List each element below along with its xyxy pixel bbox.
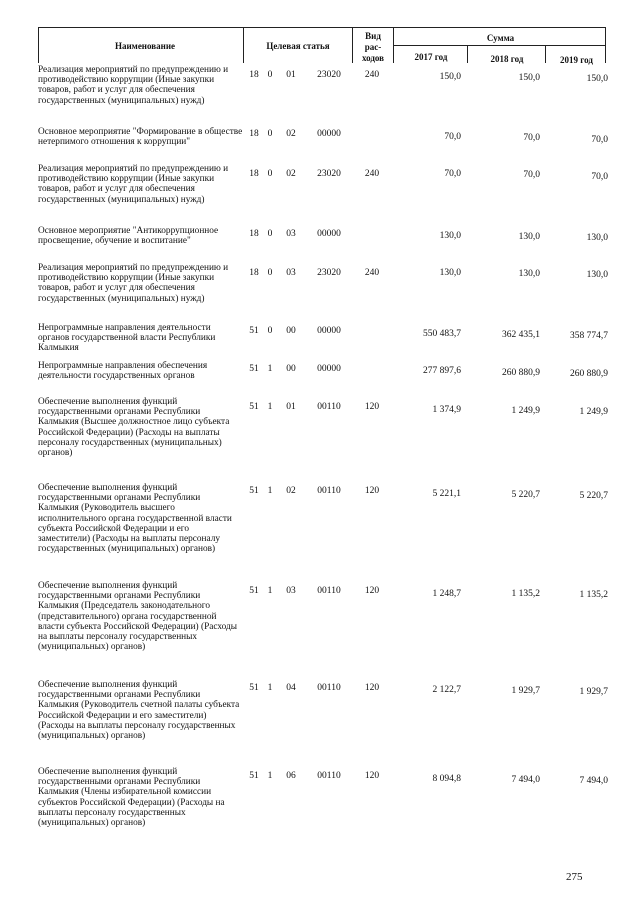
header-type-3: ходов [361,53,385,63]
row-name: Основное мероприятие "Формирование в обществе нетерпимого отношения к коррупции" [38,127,243,148]
row-code-direction: 00000 [317,364,341,374]
row-code-program: 18 [249,129,259,139]
row-expense-type: 120 [364,683,380,693]
row-name: Непрограммные направления деятельности органов государственной власти Республики Калмыкия [38,323,216,354]
row-sum-2018: 260 880,9 [502,368,540,378]
row-code-program: 18 [249,70,259,80]
row-code-sub: 1 [267,402,273,412]
row-code-program: 51 [249,486,259,496]
row-sum-2019: 130,0 [586,233,608,243]
row-name: Реализация мероприятий по предупреждению и противодействию коррупции (Иные закупки товаров, работ и услуг для обеспечения государственных (муниципальных) нужд) [38,65,229,106]
row-sum-2018: 362 435,1 [502,330,540,340]
row-sum-2017: 70,0 [444,169,461,179]
row-sum-2017: 150,0 [439,72,461,82]
row-code-program: 51 [249,364,259,374]
row-sum-2018: 70,0 [523,133,540,143]
row-code-event: 02 [286,129,296,139]
row-sum-2019: 1 249,9 [579,407,608,417]
row-code-event: 04 [286,683,296,693]
row-sum-2017: 1 248,7 [432,589,461,599]
header-target: Целевая статья [266,41,330,51]
header-2019: 2019 год [560,55,593,65]
page-number: 275 [566,871,583,883]
header-type-1: Вид [365,31,381,41]
row-name: Обеспечение выполнения функций государственными органами Республики Калмыкия (Высшее должностное лицо субъекта Российской Федерации) (Расходы на выплаты персоналу государственных (муниципальных) органов) [38,397,230,459]
row-code-event: 03 [286,268,296,278]
row-code-event: 00 [286,364,296,374]
row-code-program: 51 [249,402,259,412]
row-sum-2019: 70,0 [591,135,608,145]
row-expense-type: 120 [364,402,380,412]
row-code-direction: 00110 [317,586,341,596]
row-code-program: 18 [249,169,259,179]
row-sum-2017: 130,0 [439,231,461,241]
row-code-direction: 00110 [317,683,341,693]
header-name: Наименование [115,41,175,51]
row-code-event: 02 [286,169,296,179]
row-expense-type: 120 [364,486,380,496]
header-divider [545,45,546,63]
row-sum-2019: 150,0 [586,74,608,84]
row-name: Обеспечение выполнения функций государственными органами Республики Калмыкия (Руководитель высшего исполнительного органа государственной власти субъекта Российской Федерации и его заместители) (Расходы на выплаты персоналу государственных (муниципальных) органов) [38,483,232,555]
row-code-sub: 0 [267,129,273,139]
header-2018: 2018 год [490,54,524,64]
row-code-sub: 1 [267,364,273,374]
row-code-direction: 00110 [317,771,341,781]
row-code-event: 06 [286,771,296,781]
row-sum-2018: 130,0 [518,269,540,279]
row-name: Обеспечение выполнения функций государственными органами Республики Калмыкия (Члены избирательной комиссии субъектов Российской Федерации) (Расходы на выплаты персоналу государственных (муниципальных) органов) [38,767,225,829]
row-sum-2017: 1 374,9 [432,405,461,415]
row-code-event: 02 [286,486,296,496]
row-sum-2018: 70,0 [523,170,540,180]
row-code-sub: 0 [267,229,273,239]
row-code-program: 51 [249,683,259,693]
row-code-event: 00 [286,326,296,336]
row-code-sub: 0 [267,326,273,336]
row-sum-2018: 1 135,2 [511,589,540,599]
row-sum-2019: 1 135,2 [579,590,608,600]
header-divider [243,27,244,63]
row-sum-2018: 7 494,0 [511,775,540,785]
row-name: Обеспечение выполнения функций государственными органами Республики Калмыкия (Руководитель счетной палаты субъекта Российской Федерации и его заместители) (Расходы на выплаты персоналу государственных (муниципальных) органов) [38,680,240,742]
row-sum-2018: 5 220,7 [511,490,540,500]
row-sum-2017: 550 483,7 [423,329,461,339]
row-code-direction: 00110 [317,402,341,412]
header-divider [393,45,606,46]
row-code-direction: 00110 [317,486,341,496]
row-name: Реализация мероприятий по предупреждению и противодействию коррупции (Иные закупки товаров, работ и услуг для обеспечения государственных (муниципальных) нужд) [38,164,229,205]
row-sum-2019: 130,0 [586,270,608,280]
row-sum-2019: 260 880,9 [570,369,608,379]
row-sum-2018: 150,0 [518,73,540,83]
row-name: Основное мероприятие "Антикоррупционное просвещение, обучение и воспитание" [38,226,219,247]
row-code-sub: 0 [267,169,273,179]
row-code-program: 51 [249,326,259,336]
row-sum-2018: 130,0 [518,232,540,242]
row-sum-2017: 70,0 [444,132,461,142]
row-name: Реализация мероприятий по предупреждению и противодействию коррупции (Иные закупки товаров, работ и услуг для обеспечения государственных (муниципальных) нужд) [38,263,229,304]
header-2017: 2017 год [414,52,448,62]
row-name: Непрограммные направления обеспечения деятельности государственных органов [38,361,208,382]
row-code-direction: 23020 [317,70,341,80]
row-sum-2018: 1 249,9 [511,406,540,416]
row-code-sub: 1 [267,771,273,781]
row-expense-type: 240 [364,268,380,278]
row-name: Обеспечение выполнения функций государственными органами Республики Калмыкия (Председатель законодательного (представительного) органа государственной власти субъекта Российской Федерации) (Расходы на выплаты персоналу государственных (муниципальных) органов) [38,581,238,653]
row-sum-2019: 5 220,7 [579,491,608,501]
row-code-sub: 1 [267,486,273,496]
row-sum-2019: 7 494,0 [579,776,608,786]
row-code-event: 03 [286,229,296,239]
row-code-program: 18 [249,229,259,239]
row-code-sub: 0 [267,70,273,80]
row-sum-2018: 1 929,7 [511,686,540,696]
row-expense-type: 120 [364,586,380,596]
row-expense-type: 240 [364,70,380,80]
row-sum-2017: 277 897,6 [423,366,461,376]
row-code-sub: 1 [267,586,273,596]
row-sum-2019: 358 774,7 [570,331,608,341]
row-code-direction: 23020 [317,169,341,179]
row-sum-2017: 2 122,7 [432,685,461,695]
row-expense-type: 240 [364,169,380,179]
row-sum-2017: 5 221,1 [432,489,461,499]
row-code-event: 01 [286,70,296,80]
header-divider [467,45,468,63]
row-code-direction: 23020 [317,268,341,278]
row-code-direction: 00000 [317,326,341,336]
row-code-sub: 0 [267,268,273,278]
row-code-sub: 1 [267,683,273,693]
header-sum: Сумма [486,33,515,43]
row-expense-type: 120 [364,771,380,781]
row-code-program: 18 [249,268,259,278]
row-code-event: 03 [286,586,296,596]
row-code-program: 51 [249,771,259,781]
row-code-event: 01 [286,402,296,412]
header-type-2: рас- [364,42,382,52]
row-code-direction: 00000 [317,229,341,239]
row-sum-2019: 70,0 [591,172,608,182]
row-sum-2017: 8 094,8 [432,774,461,784]
row-code-direction: 00000 [317,129,341,139]
row-sum-2017: 130,0 [439,268,461,278]
row-sum-2019: 1 929,7 [579,687,608,697]
row-code-program: 51 [249,586,259,596]
